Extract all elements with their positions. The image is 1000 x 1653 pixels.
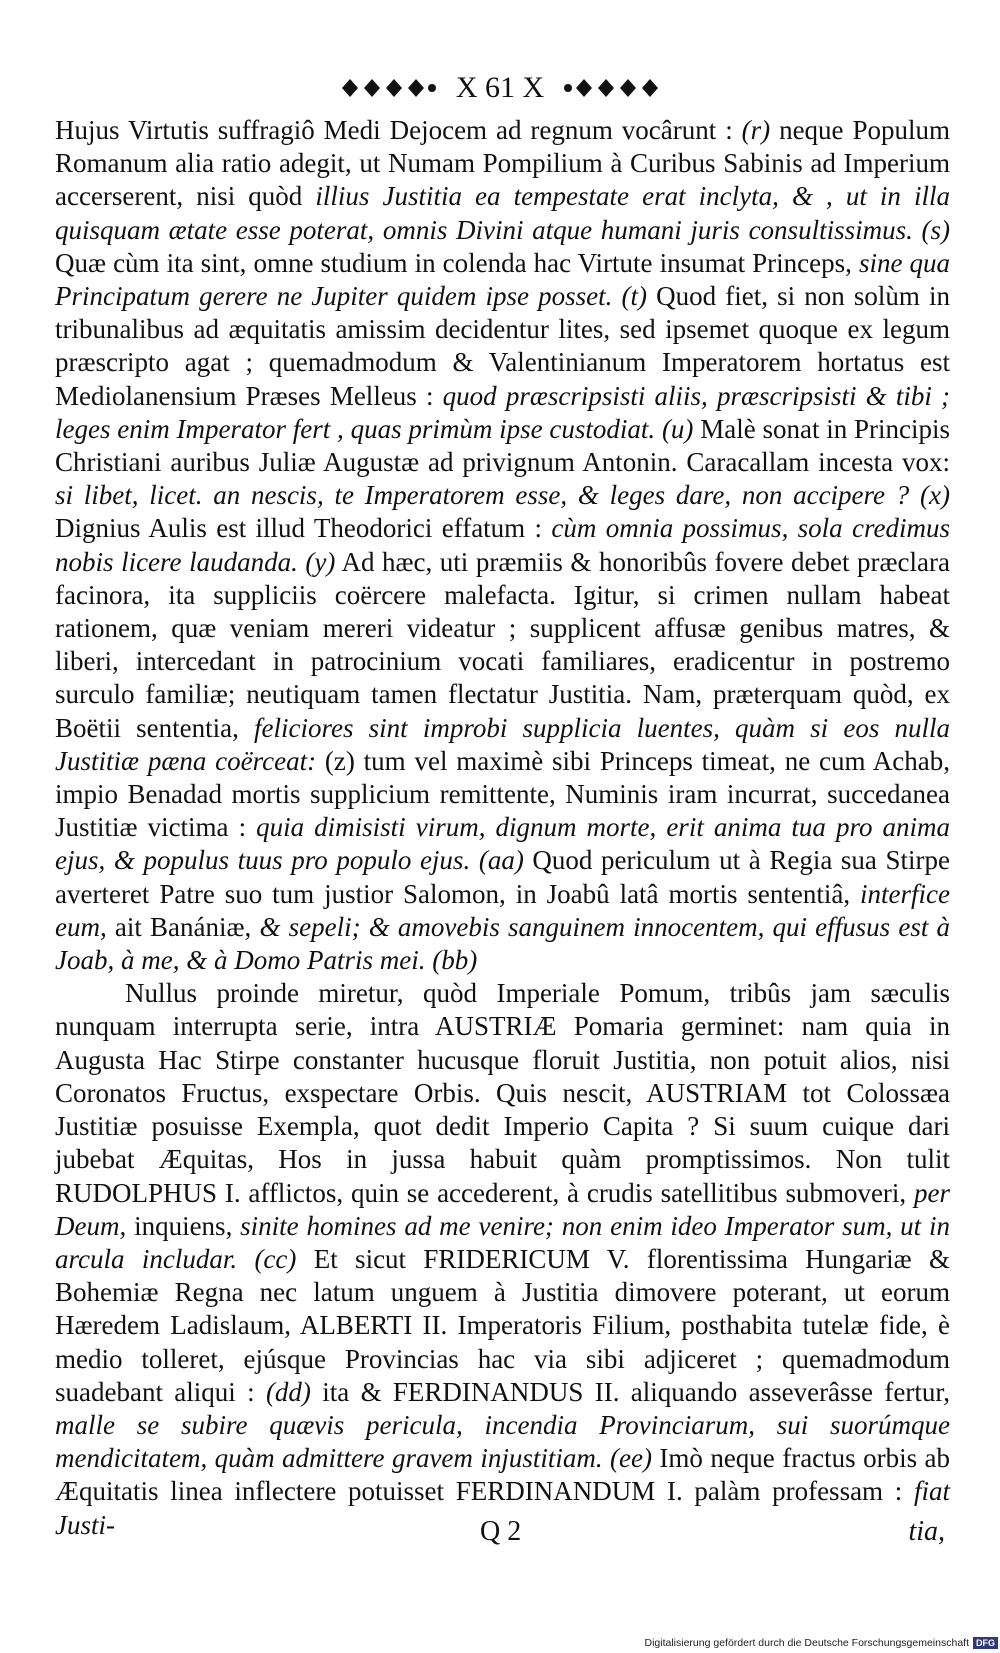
text-run xyxy=(612,281,621,311)
text-run xyxy=(470,845,479,875)
text-run xyxy=(909,480,920,510)
italic-run: cùm omnia possimus, sola credimus nobis licere laudanda. xyxy=(55,513,950,577)
italic-run: (dd) xyxy=(265,1376,311,1407)
italic-run: (u) xyxy=(661,413,694,444)
text-run: Quæ cùm ita sint, omne studium in colenda hac Virtute insumat Princeps, xyxy=(55,247,859,278)
text-run: ita & FERDINANDUS II. aliquando asseverâsse fertur, xyxy=(310,1376,950,1407)
running-header xyxy=(0,66,1000,108)
italic-run: malle se subire quævis pericula, incendia Provinciarum, sui suorúmque mendicitatem, quàm admittere gravem injustitiam. xyxy=(55,1409,950,1474)
italic-run: per Deum, xyxy=(55,1177,950,1241)
italic-run: sine qua Principatum gerere ne Jupiter quidem ipse posset. xyxy=(55,247,950,312)
page-number: X 61 X xyxy=(455,71,545,105)
italic-run: (aa) xyxy=(478,845,524,876)
italic-run: (x) xyxy=(920,480,950,511)
dfg-logo: DFG xyxy=(973,1637,998,1649)
text-run xyxy=(237,1244,254,1274)
text-run xyxy=(655,414,662,444)
main-text xyxy=(55,114,950,1542)
italic-run: (r) xyxy=(741,115,771,145)
italic-run: quod præscripsisti aliis, præscripsisti & tibi ; leges enim Imperator fert , quas primùm ipse custodiat. xyxy=(55,380,950,444)
italic-run: fiat Justi- xyxy=(55,1476,950,1540)
italic-run: quia dimisisti virum, dignum morte, erit anima tua pro anima ejus, & populus tuus pro populo ejus. xyxy=(55,812,950,876)
italic-run: interfice eum, xyxy=(55,878,950,942)
signature-mark: Q 2 xyxy=(480,1516,522,1547)
italic-run: feliciores sint improbi supplicia luentes, quàm si eos nulla Justitiæ pæna coërceat: xyxy=(55,712,950,776)
italic-run: (t) xyxy=(621,281,647,312)
text-run: Dignius Aulis est illud Theodorici effatum : xyxy=(55,513,552,544)
text-run: neque Populum Romanum alia ratio adegit, ut Numam Pompilium à Curibus Sabinis ad Imperium accerserent, nisi quòd xyxy=(55,115,950,212)
text-run: Imò neque fractus orbis ab Æquitatis linea inflectere potuisset FERDINANDUM I. palàm professam : xyxy=(55,1443,950,1507)
text-run: Quod periculum ut à Regia sua Stirpe averteret Patre suo tum justior Salomon, in Joabû latâ mortis sententiâ, xyxy=(55,845,951,909)
italic-run: (s) xyxy=(921,214,951,245)
italic-run: (ee) xyxy=(610,1443,652,1474)
text-run: Ad hæc, uti præmiis & honoribûs fovere debet præclara facinora, ita suppliciis coërcere malefacta. Igitur, si crimen nullam habeat rationem, quæ veniam mereri videatur ; supplicent affusæ genibus matres, & liberi, intercedant in patrocinium vocati familiares, eradicentur in postremo surculo familiæ; neutiquam tamen flectatur Justitia. Nam, præterquam quòd, ex Boëtii sententia, xyxy=(55,546,950,743)
text-run: Malè sonat in Principis Christiani auribus Juliæ Augustæ ad privignum Antonin. Caracallam incesta vox: xyxy=(55,413,950,478)
digitization-credit xyxy=(644,1637,998,1649)
italic-run: si libet, licet. an nescis, te Imperatorem esse, & leges dare, non accipere ? xyxy=(55,480,910,511)
text-run: Hujus Virtutis suffragiô Medi Dejocem ad regnum vocârunt : xyxy=(55,115,742,145)
italic-run: (y) xyxy=(305,546,336,577)
catchword: tia, xyxy=(908,1516,945,1547)
paragraph-2 xyxy=(55,977,950,1541)
paragraph-1 xyxy=(55,114,950,977)
left-ornament-icon xyxy=(338,75,438,101)
right-ornament-icon xyxy=(562,75,662,101)
italic-run: (bb) xyxy=(432,945,478,976)
text-run: inquiens, xyxy=(126,1210,241,1241)
italic-run: (cc) xyxy=(254,1243,297,1274)
credit-text: Digitalisierung gefördert durch die Deutsche Forschungsgemeinschaft xyxy=(644,1637,969,1649)
text-run: Quod fiet, si non solùm in tribunalibus ad æquitatis amissim decidentur lites, sed ipsemet quoque ex legum præscripto agat ; quemadmodum & Valentinianum Imperatorem hortatus est Mediolanensium Præses Melleus : xyxy=(55,281,950,411)
italic-run: illius Justitia ea tempestate erat inclyta, & , ut in illa quisquam ætate esse poterat, omnis Divini atque humani juris consultissimus. xyxy=(55,181,951,245)
text-run xyxy=(913,215,922,245)
text-run: Nullus proinde miretur, quòd Imperiale Pomum, tribûs jam sæculis nunquam interrupta serie, intra AUSTRIÆ Pomaria germinet: nam quia in Augusta Hac Stirpe constanter hucusque floruit Justitia, non potuit alios, nisi Coronatos Fructus, exspectare Orbis. Quis nescit, AUSTRIAM tot Colossæa Justitiæ posuisse Exempla, quot dedit Imperio Capita ? Si suum cuique dari jubebat Æquitas, Hos in jussa habuit quàm promptissimos. Non tulit RUDOLPHUS I. afflictos, quin se accederent, à crudis satellitibus submoveri, xyxy=(55,978,950,1208)
text-run: ait Banániæ, xyxy=(106,911,260,942)
text-run: (z) tum vel maximè sibi Princeps timeat, ne cum Achab, impio Benadad mortis supplicium remittente, Numinis iram incurrat, succedanea Justitiæ victima : xyxy=(55,745,951,843)
italic-run: sinite homines ad me venire; non enim ideo Imperator sum, ut in arcula includar. xyxy=(55,1210,950,1274)
text-run xyxy=(603,1443,610,1473)
text-run: Et sicut FRIDERICUM V. florentissima Hungariæ & Bohemiæ Regna nec latum unguem à Justitia dimovere poterant, ut eorum Hæredem Ladislaum, ALBERTI II. Imperatoris Filium, posthabita tutelæ fide, è medio tolleret, ejúsque Provincias hac via sibi adjiceret ; quemadmodum suadebant aliqui : xyxy=(55,1243,951,1407)
italic-run: & sepeli; & amovebis sanguinem innocentem, qui effusus est à Joab, à me, & à Domo Patris mei. xyxy=(55,911,950,976)
